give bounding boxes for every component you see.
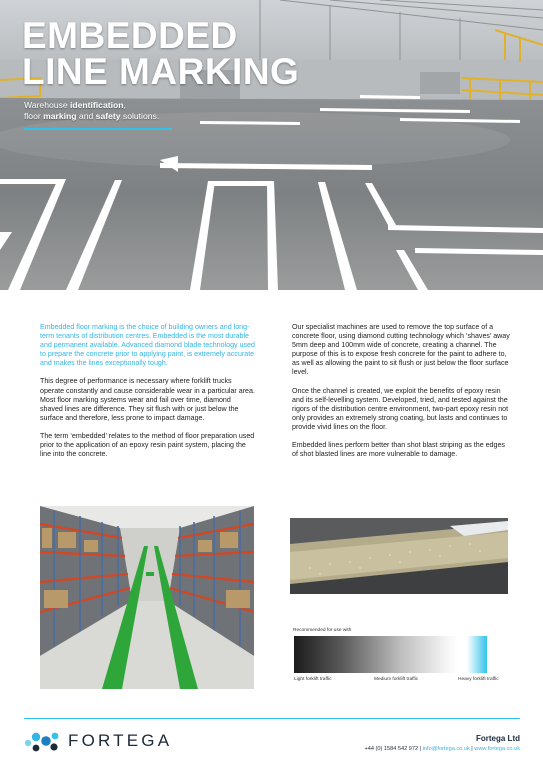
body-paragraph: Once the channel is created, we exploit the benefits of epoxy resin and its self-levelling system. Developed, tried, and tested against the rigors of the distribution centre environment, two-part epoxy resin not only provides an extremely strong coating, but lasts and continues to provide vivid lines on the floor. <box>292 386 509 431</box>
email-link[interactable]: info@fortega.co.uk <box>422 746 470 752</box>
phone-number: +44 (0) 1584 542 972 <box>364 746 419 752</box>
subtitle-text: solutions. <box>120 111 160 121</box>
subtitle-text: Warehouse <box>24 100 71 110</box>
company-name: Fortega Ltd <box>476 734 520 743</box>
subtitle-emphasis: identification <box>70 100 124 110</box>
subtitle-line-1 <box>24 100 159 111</box>
traffic-gauge-marker <box>467 636 487 673</box>
gauge-label-heavy: Heavy forklift traffic <box>458 677 499 682</box>
gauge-label-light: Light forklift traffic <box>294 677 332 682</box>
website-link[interactable]: www.fortega.co.uk <box>474 746 520 752</box>
gauge-label-medium: Medium forklift traffic <box>374 677 419 682</box>
contact-line <box>364 746 520 752</box>
right-column <box>292 323 510 468</box>
body-paragraph: The term ‘embedded’ relates to the method of floor preparation used prior to the application of an epoxy resin paint system, placing the line into the concrete. <box>40 431 255 459</box>
separator: | <box>418 746 423 752</box>
hero-divider <box>24 128 172 130</box>
gauge-caption: Recommended for use with <box>293 628 352 633</box>
title-line-1: EMBEDDED <box>22 15 238 56</box>
title-line-2: LINE MARKING <box>22 51 300 92</box>
channel-cut-photo <box>290 518 508 594</box>
fortega-logo <box>24 729 172 753</box>
subtitle-emphasis: marking <box>43 111 77 121</box>
body-paragraph: This degree of performance is necessary where forklift trucks operate constantly and cause considerable wear in a particular area. Most floor marking systems wear and fail over time, diamond shaved lines are difference. They sit flush with or just below the surface and therefore, less prone to impact damage. <box>40 377 255 422</box>
left-column <box>40 323 255 468</box>
logo-dots-icon <box>24 729 60 753</box>
traffic-gauge-bar <box>294 636 487 673</box>
subtitle-text: , <box>123 100 126 110</box>
body-paragraph: Our specialist machines are used to remove the top surface of a concrete floor, using diamond cutting technology which ‘shaves’ away 5mm deep and 100mm wide of concrete, creating a channel. The purpose of this is to expose fresh concrete for the paint to adhere to, as well as allowing the paint to sit flush or just below the floor surface level. <box>292 323 510 377</box>
body-paragraph: Embedded lines perform better than shot blast striping as the edges of shot blasted lines are more vulnerable to damage. <box>292 441 505 459</box>
subtitle-text: and <box>76 111 96 121</box>
racking-aisle-image <box>40 506 254 689</box>
hero-subtitle <box>24 100 159 122</box>
subtitle-emphasis: safety <box>95 111 121 121</box>
hero-banner <box>0 0 543 290</box>
page-title <box>22 15 300 92</box>
intro-paragraph: Embedded floor marking is the choice of building owners and long-term tenants of distribution centres. Embedded is the most durable and permanent available. Advanced diamond blade technology used to prepare the concrete prior to applying paint, is extremely accurate and makes the lines exceptionally tough. <box>40 323 255 368</box>
separator: | <box>469 746 475 752</box>
logo-wordmark: FORTEGA <box>68 731 173 750</box>
diamond-cut-channel-image <box>290 518 508 594</box>
subtitle-text: floor <box>24 111 44 121</box>
aisle-photo <box>40 506 254 689</box>
subtitle-line-2 <box>24 111 159 122</box>
footer-divider <box>24 718 520 719</box>
